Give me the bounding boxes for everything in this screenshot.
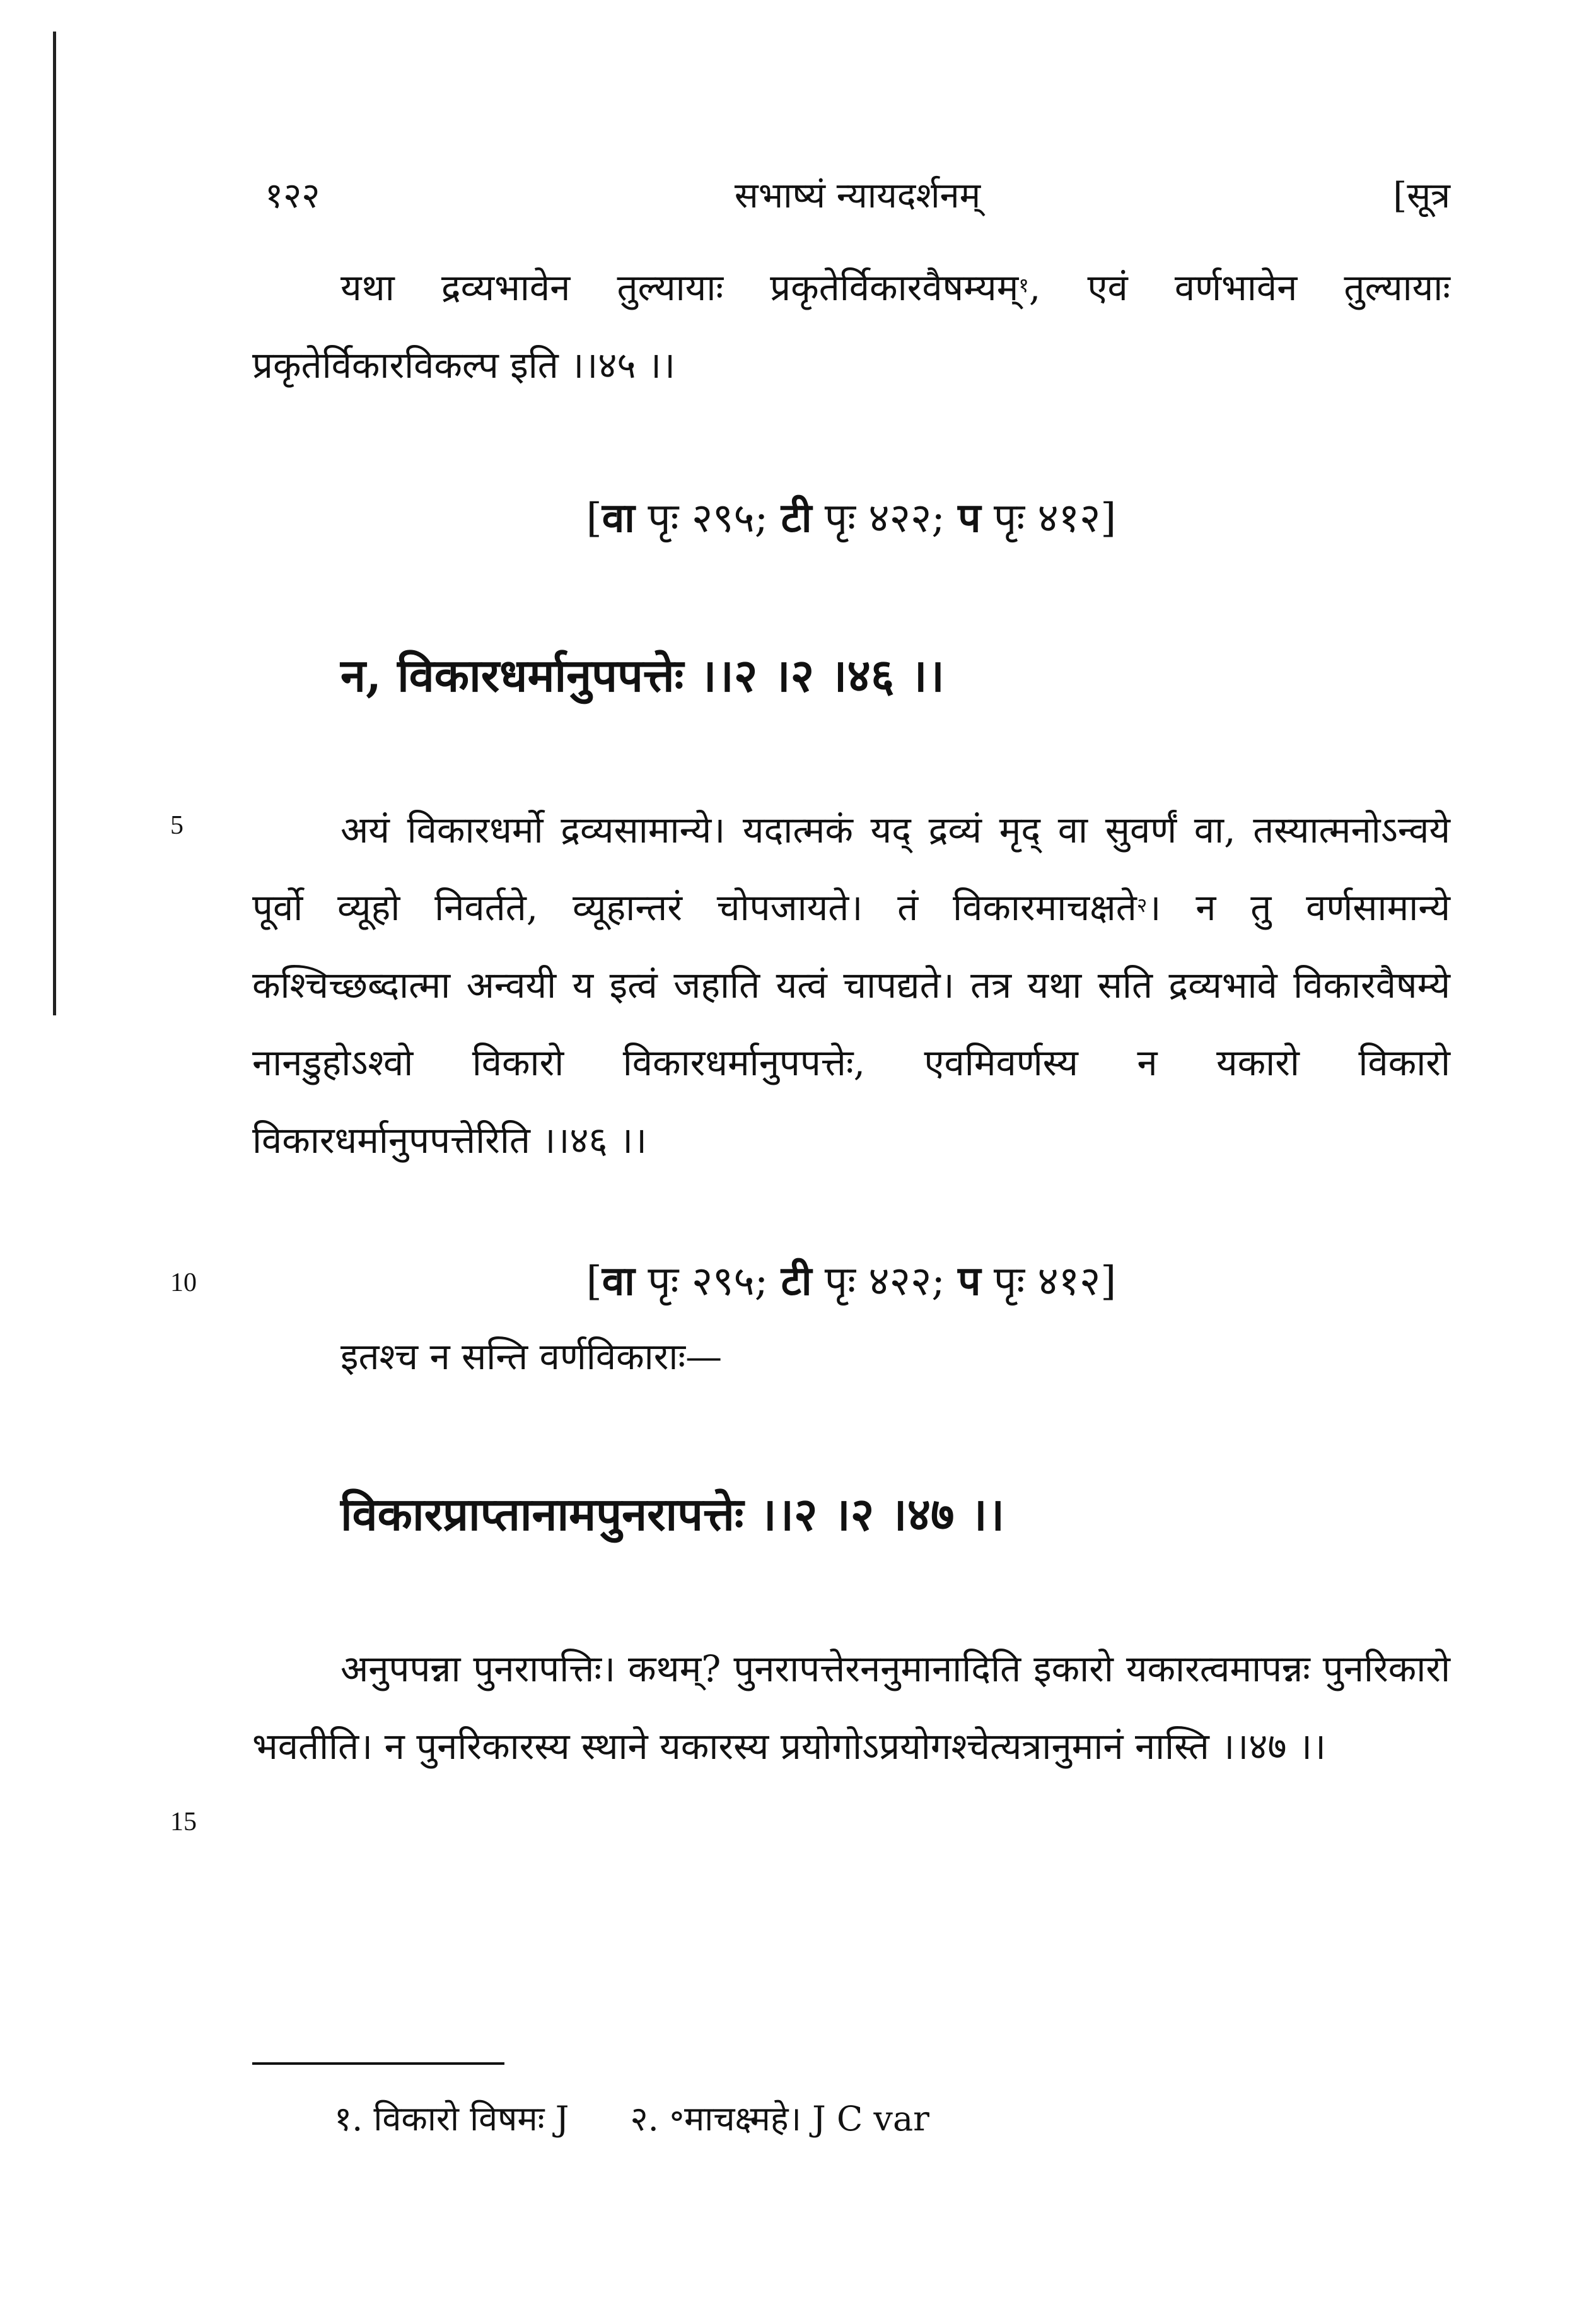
page-edge-line: [53, 32, 56, 1015]
ref-pa-page: पृः ४१२]: [980, 1258, 1117, 1305]
ref-ti: टी: [781, 1258, 812, 1305]
ref-ti-page: पृः ४२२;: [812, 495, 958, 542]
line-number-10: 10: [170, 1268, 197, 1297]
ref-va-page: पृः २९५;: [634, 1258, 781, 1305]
footnote-mark-2: २: [1136, 893, 1148, 917]
footnotes: [334, 2094, 980, 2140]
ref-pa: प: [958, 1258, 981, 1305]
page-header: [265, 170, 1450, 221]
paragraph-45-text-a: यथा द्रव्यभावेन तुल्यायाः प्रकृतेर्विकारवैषम्यम्: [340, 266, 1019, 309]
sutra-46: न, विकारधर्मानुपपत्तेः ।।२ ।२ ।४६ ।।: [340, 648, 945, 702]
paragraph-46-text-b: । न तु वर्णसामान्ये कश्चिच्छब्दात्मा अन्वयी य इत्वं जहाति यत्वं चापद्यते। तत्र यथा सति द्रव्यभावे विकारवैषम्ये नानडुहोऽश्वो विकारो विकारधर्मानुपपत्तेः, एवमिवर्णस्य न यकारो विकारो विकारधर्मानुपपत्तेरिति ।।४६ ।।: [252, 886, 1450, 1162]
footnote-2: २. ॰माचक्ष्महे। J C var: [630, 2099, 929, 2139]
ref-va: वा: [602, 494, 635, 542]
paragraph-47: अनुपपन्ना पुनरापत्तिः। कथम्? पुनरापत्तेरननुमानादिति इकारो यकारत्वमापन्नः पुनरिकारो भवतीति। न पुनरिकारस्य स्थाने यकारस्य प्रयोगोऽप्रयोगश्चेत्यत्रानुमानं नास्ति ।।४७ ।।: [252, 1647, 1450, 1768]
ref-bracket: [: [586, 1258, 602, 1305]
paragraph-45-text-b: , एवं वर्णभावेन तुल्यायाः प्रकृतेर्विकारविकल्प इति ।।४५ ।।: [252, 266, 1451, 387]
paragraph-46: [252, 791, 1450, 1179]
ref-va-page: पृः २९५;: [634, 495, 781, 542]
running-title: सभाष्यं न्यायदर्शनम्: [734, 175, 981, 216]
ref-pa: प: [958, 494, 981, 542]
footnote-rule: [252, 2062, 504, 2065]
reference-line-45: [252, 489, 1450, 544]
ref-pa-page: पृः ४१२]: [980, 495, 1117, 542]
ref-ti-page: पृः ४२२;: [812, 1258, 958, 1305]
reference-line-46: [252, 1252, 1450, 1307]
paragraph-46-text-a: अयं विकारधर्मो द्रव्यसामान्ये। यदात्मकं यद् द्रव्यं मृद् वा सुवर्णं वा, तस्यात्मनोऽन्वये पूर्वो व्यूहो निवर्तते, व्यूहान्तरं चोपजायते। तं विकारमाचक्षते: [252, 809, 1450, 929]
ref-ti: टी: [781, 494, 812, 542]
footnote-1: १. विकारो विषमः J: [334, 2099, 569, 2139]
line-number-5: 5: [170, 811, 183, 840]
intro-47: इतश्च न सन्ति वर्णविकाराः—: [340, 1335, 723, 1378]
page-number: १२२: [265, 175, 320, 216]
section-label: [सूत्र: [1393, 175, 1450, 216]
ref-va: वा: [602, 1258, 635, 1305]
paragraph-45: [252, 249, 1450, 404]
ref-bracket: [: [586, 495, 602, 542]
sutra-47: विकारप्राप्तानामपुनरापत्तेः ।।२ ।२ ।४७ ।।: [340, 1487, 1005, 1541]
footnote-mark-1: १: [1018, 273, 1029, 297]
line-number-15: 15: [170, 1807, 197, 1836]
